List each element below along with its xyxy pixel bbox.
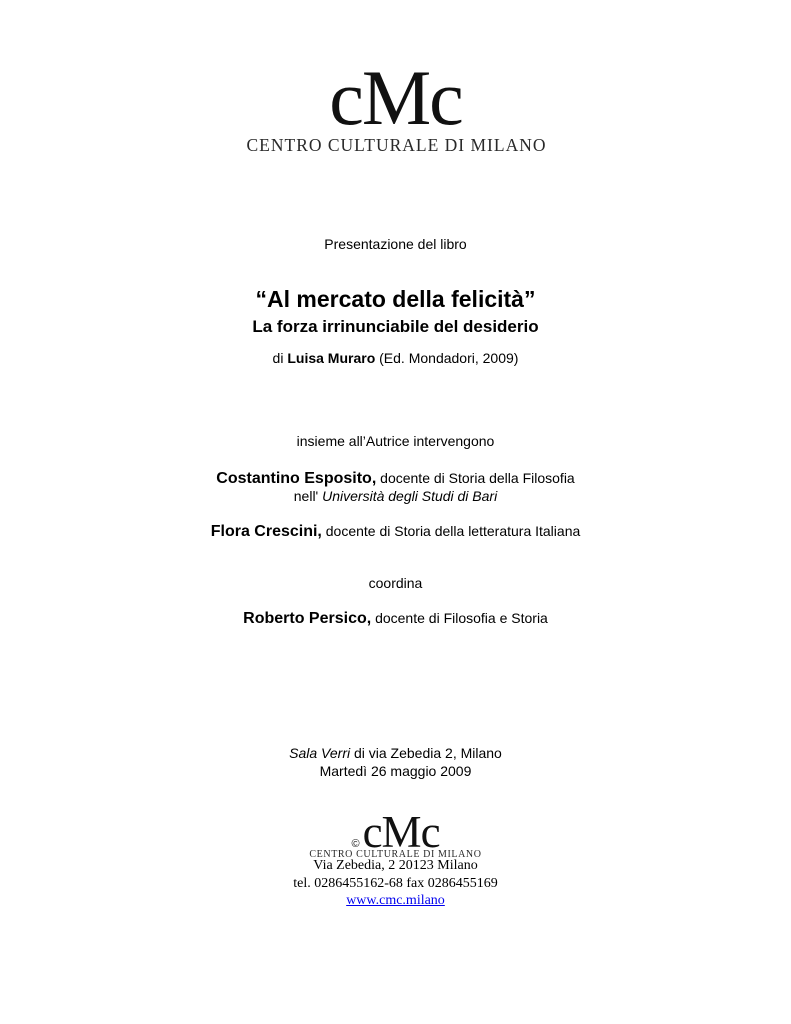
footer-website bbox=[0, 893, 791, 909]
author-by: di bbox=[272, 350, 284, 366]
speaker-name: Flora Crescini, bbox=[210, 523, 322, 540]
moderator-role: docente di Filosofia e Storia bbox=[375, 610, 548, 626]
speaker-1-affiliation bbox=[0, 488, 791, 504]
copyright-symbol: © bbox=[351, 838, 359, 850]
speaker-1 bbox=[0, 470, 791, 488]
cmc-logo bbox=[0, 54, 791, 156]
speaker-name: Costantino Esposito, bbox=[216, 470, 377, 487]
presentation-label: Presentazione del libro bbox=[324, 236, 467, 252]
footer-logo-subtitle: CENTRO CULTURALE DI MILANO bbox=[309, 849, 482, 860]
moderator bbox=[0, 610, 791, 628]
moderator-name: Roberto Persico, bbox=[243, 610, 372, 627]
speakers-intro: insieme all’Autrice intervengono bbox=[296, 433, 495, 449]
footer-logo-mark: ©cMc bbox=[351, 807, 440, 857]
footer-phones: tel. 0286455162-68 fax 0286455169 bbox=[293, 876, 498, 891]
logo-mark: cMc bbox=[329, 54, 462, 141]
footer-address: Via Zebedia, 2 20123 Milano bbox=[313, 858, 478, 873]
affiliation-prefix: nell' bbox=[293, 488, 319, 504]
event-date: Martedì 26 maggio 2009 bbox=[319, 763, 472, 779]
event-venue bbox=[0, 745, 791, 761]
book-title: “Al mercato della felicità” bbox=[255, 286, 536, 312]
book-subtitle: La forza irrinunciabile del desiderio bbox=[252, 317, 539, 336]
footer-logo bbox=[0, 807, 791, 860]
book-author-line bbox=[0, 350, 791, 366]
logo-subtitle: CENTRO CULTURALE DI MILANO bbox=[246, 135, 547, 155]
speaker-role: docente di Storia della letteratura Italiana bbox=[325, 523, 581, 539]
website-link[interactable]: www.cmc.milano bbox=[346, 893, 445, 908]
speaker-2 bbox=[0, 523, 791, 541]
venue-address: di via Zebedia 2, Milano bbox=[353, 745, 502, 761]
publisher: (Ed. Mondadori, 2009) bbox=[379, 350, 519, 366]
venue-name: Sala Verri bbox=[289, 745, 351, 761]
author-name: Luisa Muraro bbox=[287, 350, 376, 366]
affiliation-name: Università degli Studi di Bari bbox=[322, 488, 498, 504]
moderator-label: coordina bbox=[368, 575, 423, 591]
speaker-role: docente di Storia della Filosofia bbox=[380, 470, 575, 486]
